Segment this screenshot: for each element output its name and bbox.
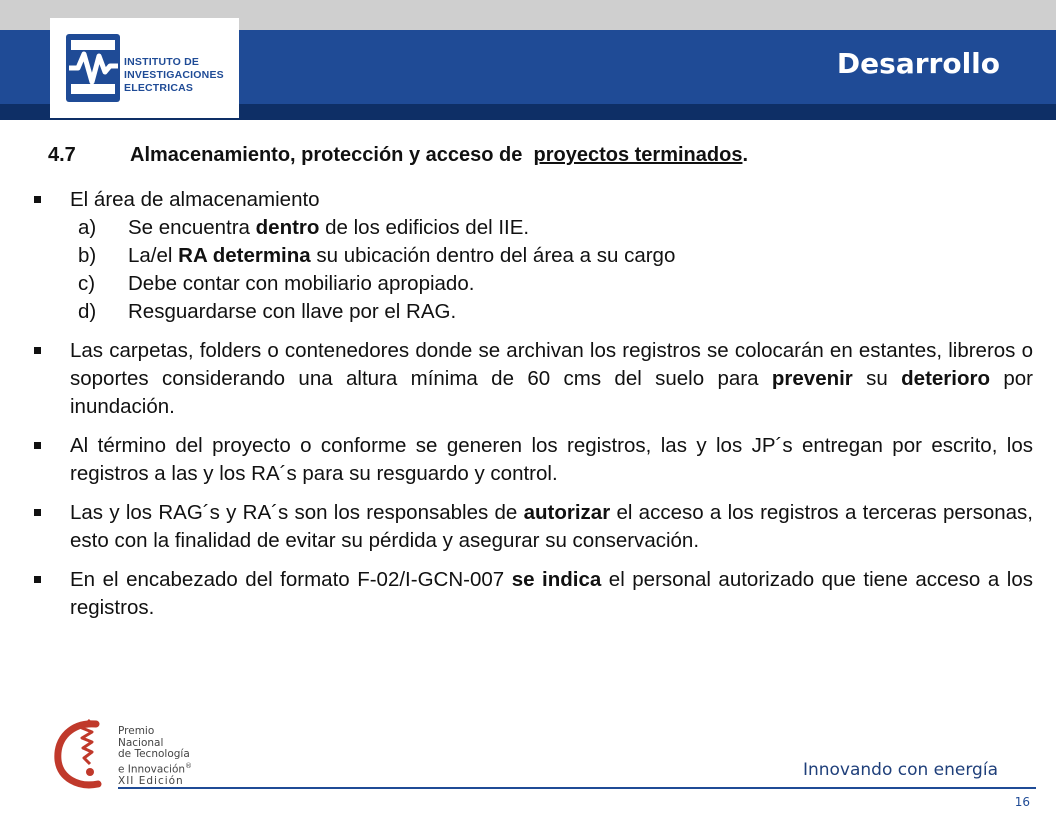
bullet-folders bbox=[30, 337, 1033, 421]
bullet-text: por inundación. bbox=[70, 367, 1033, 418]
premio-text bbox=[118, 726, 192, 787]
logo-line-1: INSTITUTO DE bbox=[124, 56, 200, 68]
premio-edition: XII Edición bbox=[118, 774, 184, 787]
bullet-square-icon bbox=[34, 576, 41, 583]
bullet-text: Las y los RAG´s y RA´s son los responsables de bbox=[70, 501, 524, 524]
bullet-square-icon bbox=[34, 442, 41, 449]
bullet-bold-se-indica: se indica bbox=[511, 568, 602, 591]
iie-logo bbox=[50, 18, 239, 118]
iie-logo-mark-icon bbox=[66, 32, 122, 104]
premio-line-1: Premio bbox=[118, 725, 155, 737]
bullet-bold-deterioro: deterioro bbox=[901, 367, 991, 390]
premio-line-4 bbox=[118, 761, 192, 776]
bullet-format-header bbox=[30, 566, 1033, 622]
registered-mark: ® bbox=[185, 761, 193, 770]
sub-item-letter: c) bbox=[78, 272, 96, 295]
sub-item-d bbox=[30, 298, 1033, 326]
bullet-intro: El área de almacenamiento bbox=[70, 188, 320, 211]
sub-item-letter: a) bbox=[78, 216, 97, 239]
bullet-text: Al término del proyecto o conforme se generen los registros, las y los JP´s entregan por escrito, los registros a las y los RA´s para su resguardo y control. bbox=[70, 434, 1033, 485]
bullet-text: su bbox=[852, 367, 902, 390]
page-title: Desarrollo bbox=[836, 47, 1000, 80]
sub-item-b bbox=[30, 242, 1033, 270]
logo-line-2: INVESTIGACIONES bbox=[124, 69, 224, 81]
premio-line-4-text: e Innovación bbox=[118, 763, 186, 775]
sub-item-a bbox=[30, 214, 1033, 242]
bullet-text: Las carpetas, folders o contenedores donde se archivan los registros se colocarán en estantes, libreros o soportes considerando una altura mínima de 60 cms del suelo para bbox=[70, 339, 1033, 390]
section-title-end: . bbox=[742, 144, 749, 166]
premio-line-2: Nacional bbox=[118, 736, 164, 749]
bullet-text: En el encabezado del formato F-02/I-GCN-007 bbox=[70, 568, 512, 591]
bullet-project-end bbox=[30, 432, 1033, 488]
page-number: 16 bbox=[1014, 795, 1030, 809]
bullet-bold-prevenir: prevenir bbox=[771, 367, 853, 390]
sub-item-bold: RA determina bbox=[178, 244, 311, 267]
bullet-square-icon bbox=[34, 196, 41, 203]
sub-item-text: Se encuentra bbox=[128, 216, 256, 239]
bullet-square-icon bbox=[34, 509, 41, 516]
sub-item-text-end: de los edificios del IIE. bbox=[319, 216, 530, 239]
slogan: Innovando con energía bbox=[802, 760, 998, 780]
bullet-storage-area bbox=[30, 186, 1033, 214]
premio-logo-icon bbox=[52, 716, 116, 792]
section-title-text: Almacenamiento, protección y acceso de bbox=[130, 144, 523, 166]
bullet-responsibles bbox=[30, 499, 1033, 555]
bullet-bold-autorizar: autorizar bbox=[523, 501, 611, 524]
bullet-text: el acceso a los registros a terceras personas, esto con la finalidad de evitar su pérdida y asegurar su conservación. bbox=[70, 501, 1033, 552]
bullet-square-icon bbox=[34, 347, 41, 354]
slide-content bbox=[30, 186, 1033, 622]
section-title-underlined: proyectos terminados bbox=[533, 144, 743, 166]
sub-item-text: La/el bbox=[128, 244, 179, 267]
sub-item-letter: d) bbox=[78, 300, 97, 323]
footer-divider bbox=[118, 787, 1036, 789]
sub-item-c bbox=[30, 270, 1033, 298]
section-number: 4.7 bbox=[48, 144, 76, 166]
logo-line-3: ELECTRICAS bbox=[124, 82, 194, 94]
premio-line-3: de Tecnología bbox=[118, 748, 190, 760]
sub-item-text: Debe contar con mobiliario apropiado. bbox=[128, 272, 475, 295]
sub-item-letter: b) bbox=[78, 244, 97, 267]
iie-logo-text bbox=[124, 56, 224, 95]
sub-item-bold: dentro bbox=[255, 216, 320, 239]
bullet-text: el personal autorizado que tiene acceso a los registros. bbox=[70, 568, 1033, 619]
sub-item-text: Resguardarse con llave por el RAG. bbox=[128, 300, 457, 323]
sub-item-text-end: su ubicación dentro del área a su cargo bbox=[310, 244, 676, 267]
section-heading bbox=[48, 144, 1008, 167]
